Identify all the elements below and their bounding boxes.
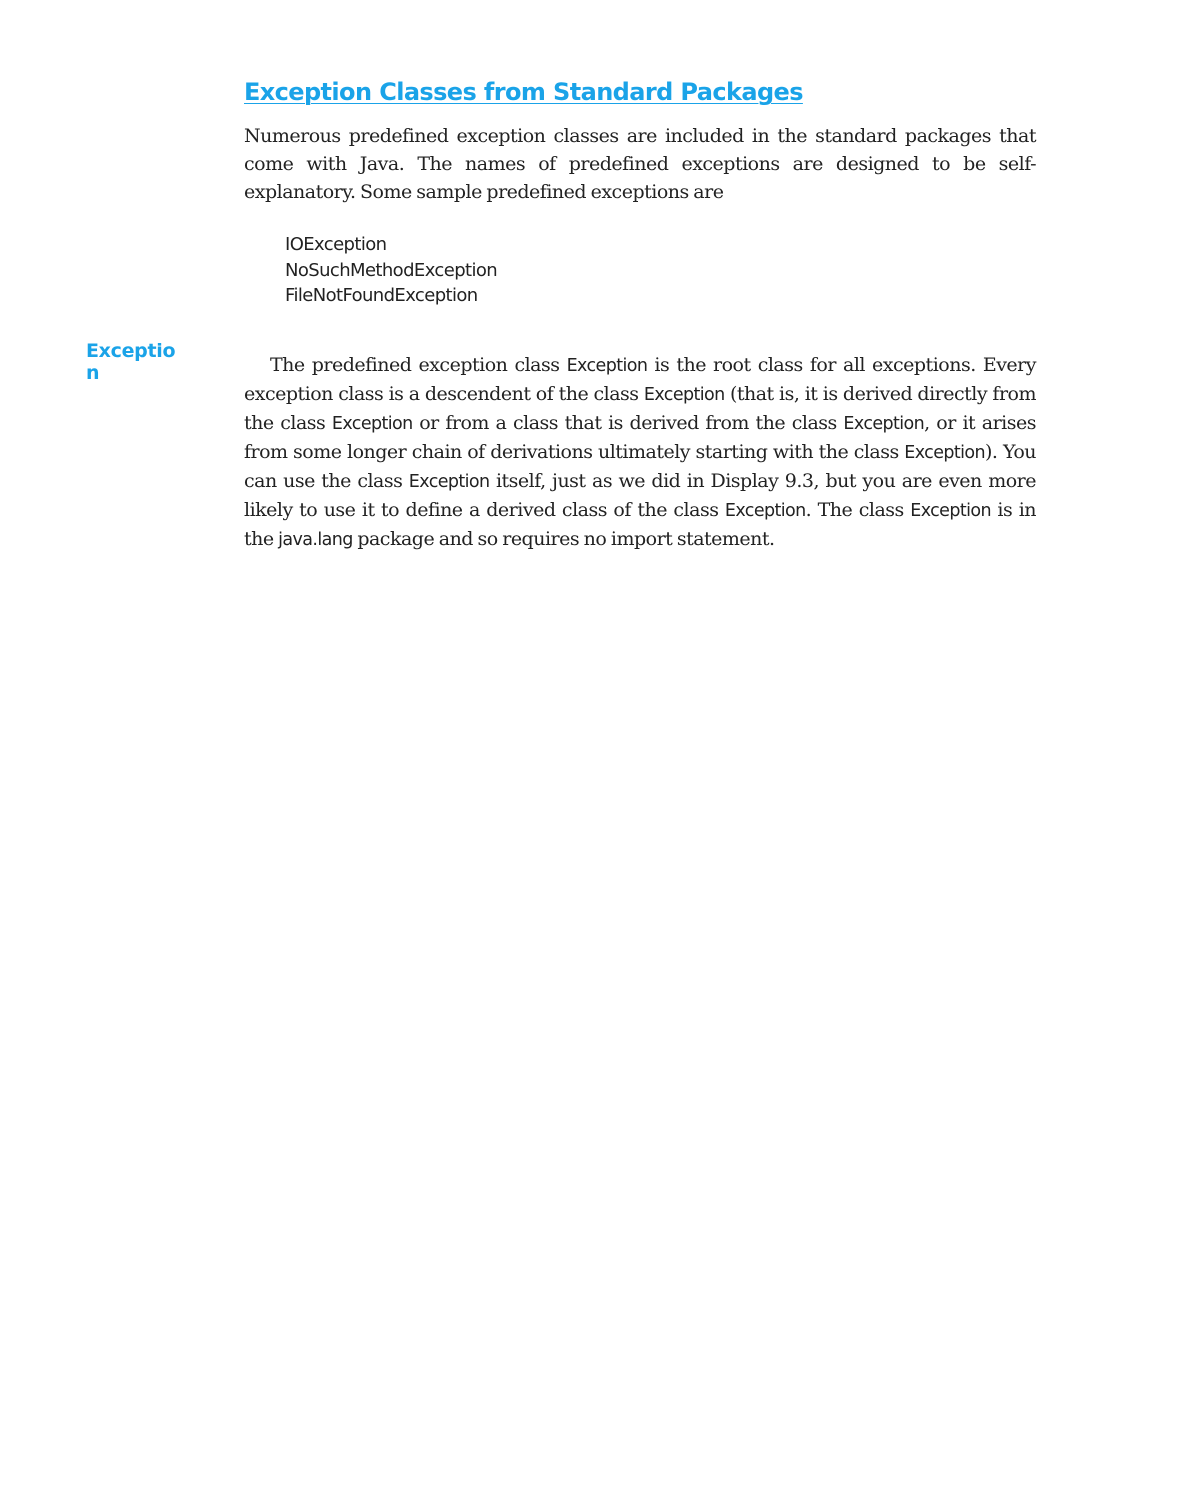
paragraph-text: (that is, it is derived directly from the class bbox=[244, 383, 1036, 434]
list-item: FileNotFoundException bbox=[285, 285, 478, 306]
paragraph-text: is the root class for all exceptions. Every exception class is a descendent of the class bbox=[244, 354, 1036, 405]
list-item: NoSuchMethodException bbox=[285, 259, 498, 281]
example-exception-list bbox=[285, 232, 497, 309]
list-item: IOException bbox=[285, 234, 387, 255]
code-term: Exception bbox=[566, 356, 648, 376]
code-term: Exception bbox=[643, 385, 725, 405]
code-term: Exception bbox=[843, 414, 925, 434]
section-title: Exception Classes from Standard Packages bbox=[244, 78, 803, 106]
code-term: Exception bbox=[904, 443, 985, 463]
paragraph-text: The predefined exception class bbox=[270, 354, 567, 376]
paragraph-text: . The class bbox=[805, 499, 911, 521]
code-term: java.lang bbox=[278, 530, 353, 550]
code-term: Exception bbox=[724, 501, 806, 521]
code-term: Exception bbox=[408, 472, 490, 492]
paragraph-text: ). You can use the class bbox=[244, 441, 1037, 492]
paragraph-text: is in the bbox=[244, 499, 1037, 550]
paragraph-text: package and so requires no import statement. bbox=[352, 528, 775, 550]
paragraph-text: , or it arises from some longer chain of derivations ultimately starting with the class bbox=[244, 412, 1036, 463]
paragraph-text: itself, just as we did in Display 9.3, but you are even more likely to use it to define a derived class of the class bbox=[244, 470, 1036, 521]
code-term: Exception bbox=[910, 501, 991, 521]
paragraph-text: or from a class that is derived from the class bbox=[412, 412, 844, 434]
margin-note-label: Exception bbox=[86, 340, 176, 384]
root-class-paragraph bbox=[244, 351, 1036, 554]
code-term: Exception bbox=[331, 414, 413, 434]
intro-paragraph: Numerous predefined exception classes are included in the standard packages that come with Java. The names of predefined exceptions are designed to be self-explanatory. Some sample predefined exceptions are bbox=[244, 125, 1036, 203]
